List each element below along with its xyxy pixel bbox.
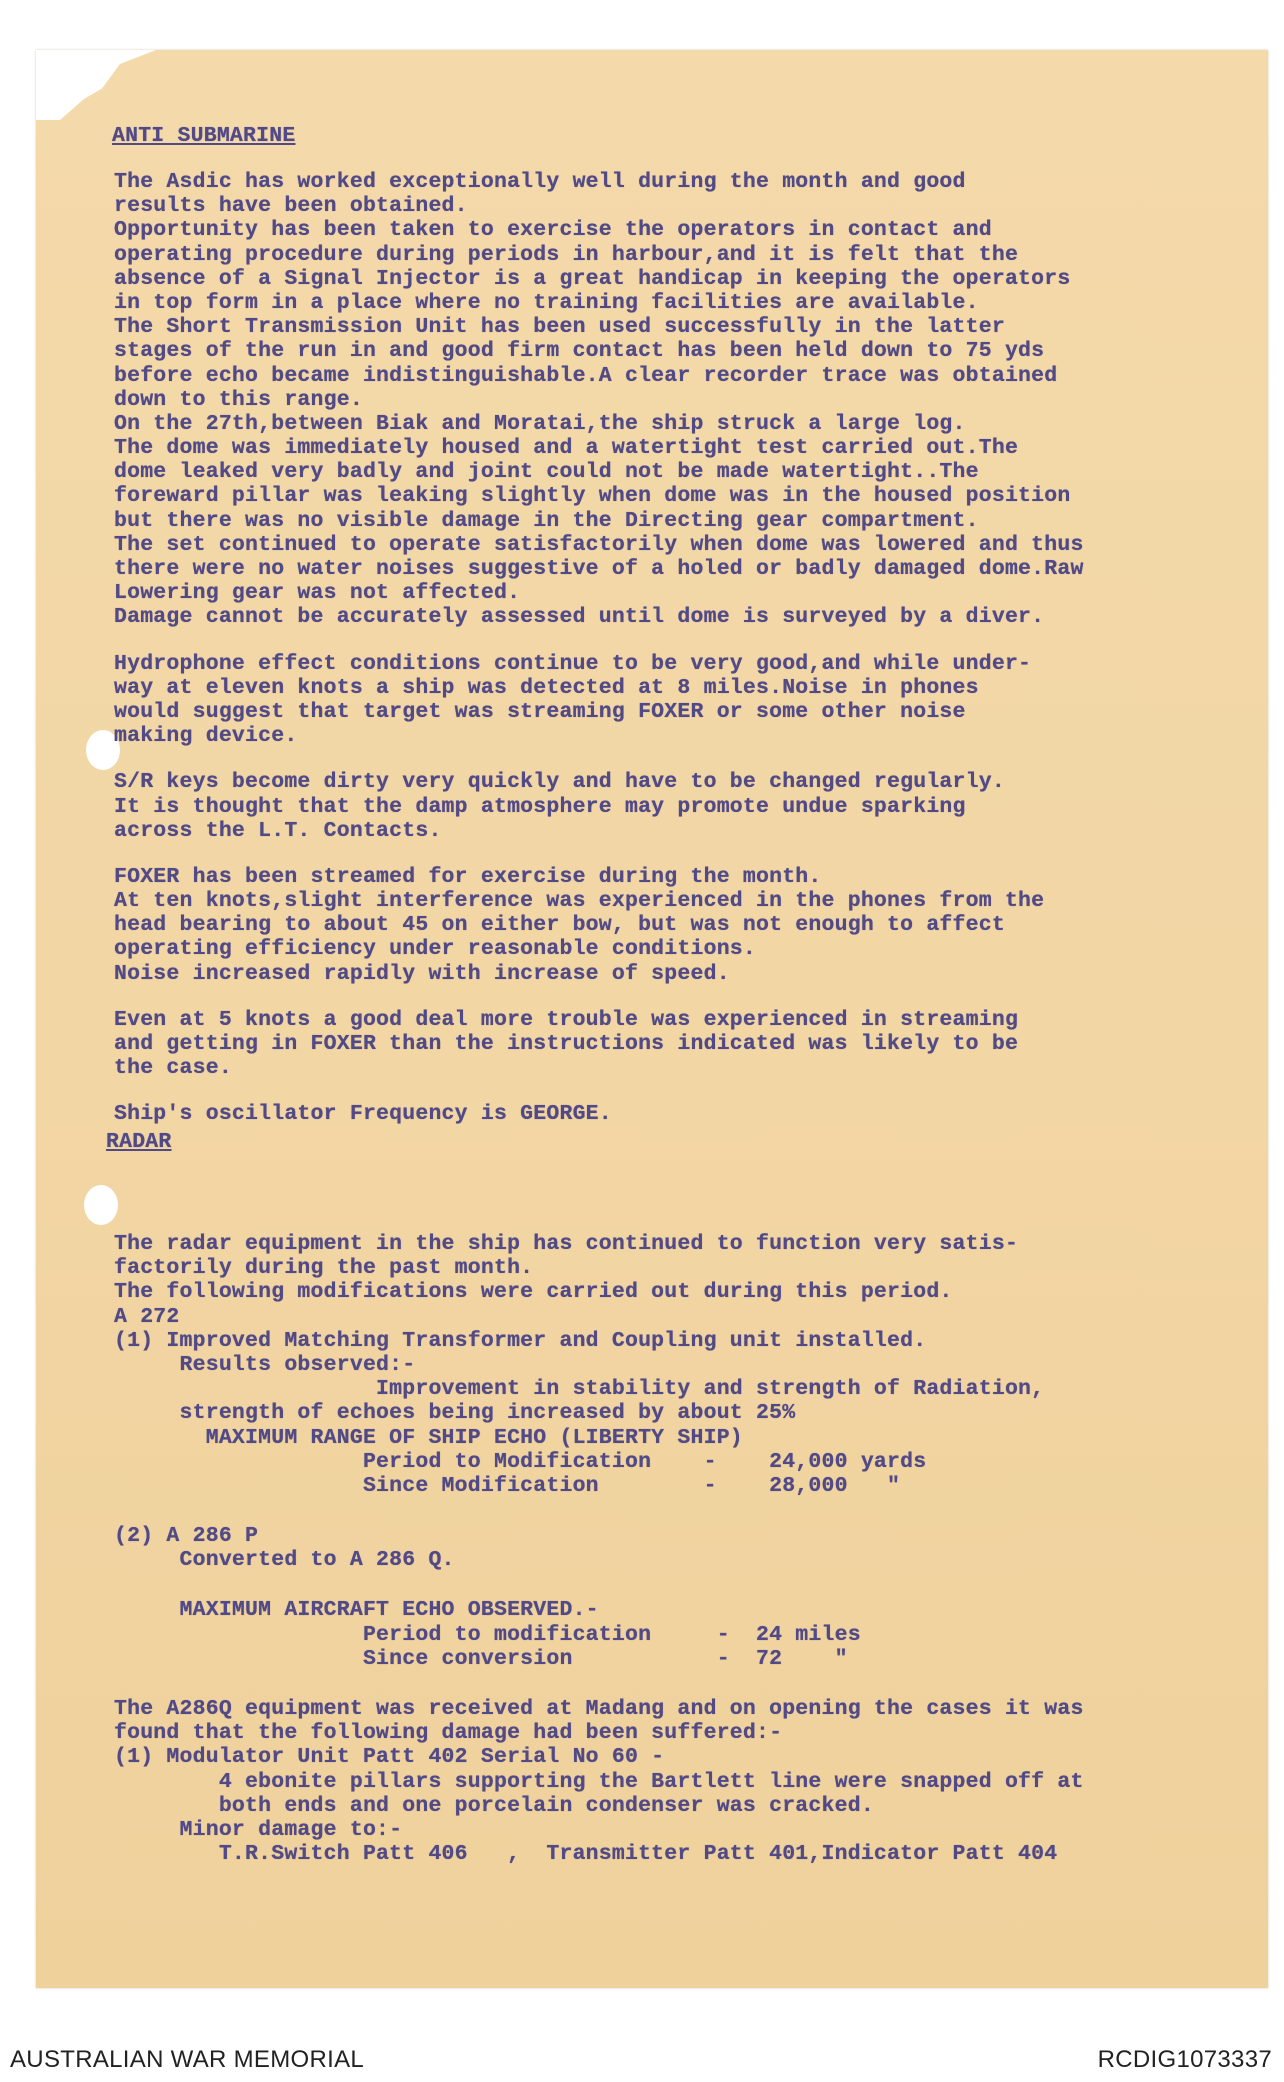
text-line: Since conversion - 72 " [114,1646,848,1671]
text-line: A 272 [114,1304,180,1329]
text-line: in top form in a place where no training facilities are available. [114,290,979,315]
text-line: (1) Modulator Unit Patt 402 Serial No 60 - [114,1745,665,1770]
text-line: down to this range. [114,387,363,412]
section-heading: RADAR [106,1130,172,1154]
text-line: MAXIMUM AIRCRAFT ECHO OBSERVED.- [114,1598,599,1623]
paragraph [114,1598,1254,1671]
text-line: 4 ebonite pillars supporting the Bartlett line were snapped off at [114,1769,1084,1794]
paragraph-gap [114,630,1254,652]
paragraph-gap [114,986,1254,1008]
text-line: The Short Transmission Unit has been used successfully in the latter [114,315,1005,340]
text-line: factorily during the past month. [114,1256,534,1281]
text-line: S/R keys become dirty very quickly and have to be changed regularly. [114,770,1005,795]
text-line: Period to modification - 24 miles [114,1622,861,1647]
text-line: The following modifications were carried out during this period. [114,1280,953,1305]
text-line: making device. [114,724,298,749]
torn-corner [36,50,156,120]
paragraph [114,170,1254,630]
text-line: Noise increased rapidly with increase of speed. [114,961,730,986]
text-line: strength of echoes being increased by about 25% [114,1401,796,1426]
text-line: The radar equipment in the ship has continued to function very satis- [114,1232,1019,1256]
paragraph-gap [114,1671,1254,1697]
text-line: across the L.T. Contacts. [114,818,442,843]
text-line: dome leaked very badly and joint could not be made watertight..The [114,460,979,485]
text-line: Since Modification - 28,000 " [114,1473,901,1498]
section-body [114,1232,1254,1866]
text-line: T.R.Switch Patt 406 , Transmitter Patt 401,Indicator Patt 404 [114,1842,1058,1867]
section-heading: ANTI SUBMARINE [112,124,296,148]
text-line: operating efficiency under reasonable conditions. [114,937,757,962]
text-line: before echo became indistinguishable.A clear recorder trace was obtained [114,363,1058,388]
paragraph-gap [114,1572,1254,1598]
text-line: results have been obtained. [114,194,468,219]
text-line: head bearing to about 45 on either bow, but was not enough to affect [114,913,1005,938]
paragraph [114,1524,1254,1572]
paragraph-gap [114,843,1254,865]
paragraph [114,652,1254,749]
text-line: Ship's oscillator Frequency is GEORGE. [114,1102,612,1127]
paragraph-gap [114,1080,1254,1102]
paragraph [114,1102,1254,1126]
text-line: the case. [114,1056,232,1081]
text-line: Period to Modification - 24,000 yards [114,1449,927,1474]
text-line: stages of the run in and good firm contact has been held down to 75 yds [114,339,1045,364]
text-line: Even at 5 knots a good deal more trouble was experienced in streaming [114,1007,1019,1032]
text-line: Opportunity has been taken to exercise the operators in contact and [114,218,992,243]
text-line: and getting in FOXER than the instructions indicated was likely to be [114,1032,1019,1056]
text-line: operating procedure during periods in harbour,and it is felt that the [114,242,1019,267]
section-body [114,170,1254,1127]
text-line: FOXER has been streamed for exercise during the month. [114,864,822,889]
text-line: both ends and one porcelain condenser was cracked. [114,1793,874,1818]
paragraph [114,865,1254,986]
text-line: At ten knots,slight interference was experienced in the phones from the [114,889,1045,914]
text-line: Damage cannot be accurately assessed until dome is surveyed by a diver. [114,605,1045,630]
archive-reference-id: RCDIG1073337 [1097,2046,1272,2073]
text-line: way at eleven knots a ship was detected at 8 miles.Noise in phones [114,675,979,700]
text-line: The set continued to operate satisfactorily when dome was lowered and thus [114,532,1084,557]
paragraph-gap [114,748,1254,770]
text-line: Minor damage to:- [114,1817,403,1842]
text-line: found that the following damage had been suffered:- [114,1721,783,1746]
text-line: The A286Q equipment was received at Madang and on opening the cases it was [114,1697,1084,1721]
text-line: (2) A 286 P [114,1524,259,1549]
text-line: absence of a Signal Injector is a great handicap in keeping the operators [114,266,1071,291]
text-line: The dome was immediately housed and a watertight test carried out.The [114,436,1019,461]
paragraph [114,1232,1254,1498]
paragraph [114,1697,1254,1866]
paragraph [114,1008,1254,1081]
text-line: foreward pillar was leaking slightly when dome was in the housed position [114,484,1071,509]
text-line: Converted to A 286 Q. [114,1548,455,1573]
text-line: The Asdic has worked exceptionally well during the month and good [114,170,966,194]
punch-hole-lower [84,1185,118,1225]
text-line: MAXIMUM RANGE OF SHIP ECHO (LIBERTY SHIP) [114,1425,743,1450]
text-line: Hydrophone effect conditions continue to be very good,and while under- [114,651,1032,676]
text-line: there were no water noises suggestive of a holed or badly damaged dome.Raw [114,557,1084,581]
text-line: would suggest that target was streaming FOXER or some other noise [114,699,966,724]
text-line: On the 27th,between Biak and Moratai,the ship struck a large log. [114,411,966,436]
text-line: Improvement in stability and strength of Radiation, [114,1377,1045,1402]
text-line: Lowering gear was not affected. [114,581,521,606]
text-line: It is thought that the damp atmosphere may promote undue sparking [114,794,966,819]
paragraph-gap [114,1498,1254,1524]
text-line: but there was no visible damage in the Directing gear compartment. [114,508,979,533]
text-line: (1) Improved Matching Transformer and Coupling unit installed. [114,1328,927,1353]
archive-credit: AUSTRALIAN WAR MEMORIAL [10,2046,365,2073]
text-line: Results observed:- [114,1352,416,1377]
paragraph [114,770,1254,843]
